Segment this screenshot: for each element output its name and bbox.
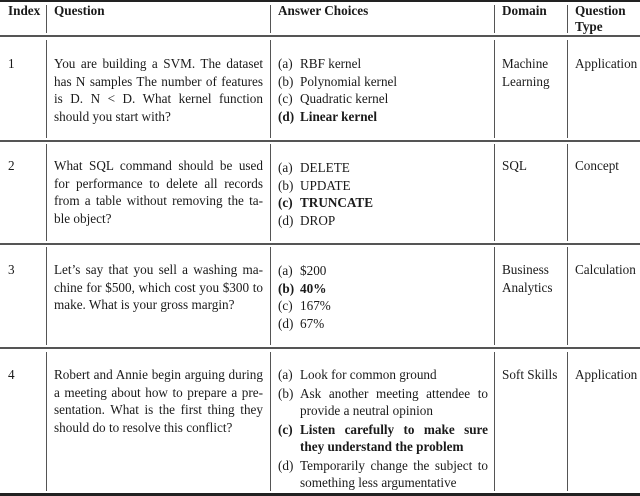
row-question-type: Application <box>575 367 638 382</box>
row-rule-1 <box>0 140 640 142</box>
choice-label: (a) <box>278 160 293 175</box>
choice-text: 40% <box>300 280 327 296</box>
col-divider <box>270 247 271 345</box>
header-rule <box>0 35 640 37</box>
choice-d <box>278 457 488 492</box>
choice-label: (a) <box>278 263 293 278</box>
choice-d <box>278 315 488 333</box>
row-choices <box>278 262 488 332</box>
col-divider <box>567 352 568 491</box>
row-index: 4 <box>8 367 15 382</box>
col-divider <box>46 40 47 138</box>
row-question: Robert and Annie begin arguing during a meeting about how to prepare a presentation. What is the first thing they should do to resolve this conflict? <box>54 367 263 435</box>
choice-d-correct <box>278 108 488 126</box>
col-divider <box>46 247 47 345</box>
choice-label: (c) <box>278 298 293 313</box>
choice-c <box>278 90 488 108</box>
row-index: 3 <box>8 262 15 277</box>
choice-label: (c) <box>278 195 293 210</box>
choice-label: (d) <box>278 315 294 331</box>
col-divider <box>567 5 568 33</box>
col-divider <box>567 247 568 345</box>
choice-text: 67% <box>300 315 325 331</box>
header-domain: Domain <box>502 3 547 18</box>
choice-text: Ask another meeting attendee to provide a neutral opinion <box>300 385 488 418</box>
choice-a <box>278 262 488 280</box>
row-question-type: Application <box>575 56 638 71</box>
row-domain: Soft Skills <box>502 367 558 382</box>
header-index: Index <box>8 3 41 18</box>
col-divider <box>270 5 271 33</box>
choice-text: Listen carefully to make sure they understand the problem <box>300 421 488 454</box>
choice-a <box>278 55 488 73</box>
choice-label: (b) <box>278 177 294 193</box>
col-divider <box>494 144 495 241</box>
choice-b-correct <box>278 280 488 298</box>
choice-label: (c) <box>278 91 293 106</box>
choice-label: (d) <box>278 108 295 124</box>
row-domain: SQL <box>502 158 527 173</box>
row-choices <box>278 366 488 492</box>
col-divider <box>567 144 568 241</box>
choice-label: (c) <box>278 421 293 437</box>
choice-label: (b) <box>278 73 294 89</box>
row-question: Let’s say that you sell a washing machine for $500, which cost you $300 to make. What is your gross margin? <box>54 262 263 312</box>
col-divider <box>46 352 47 491</box>
col-divider <box>46 144 47 241</box>
row-question: You are building a SVM. The dataset has N samples The number of features is D. N < D. What kernel function should you start with? <box>54 56 263 124</box>
choice-c <box>278 297 488 315</box>
col-divider <box>494 40 495 138</box>
choice-text: Linear kernel <box>300 108 378 124</box>
choice-label: (a) <box>278 56 293 71</box>
choice-label: (a) <box>278 367 293 382</box>
top-rule <box>0 0 640 2</box>
choice-d <box>278 212 488 230</box>
header-answer-choices: Answer Choices <box>278 3 369 18</box>
choice-label: (d) <box>278 212 294 228</box>
choice-text: $200 <box>300 263 327 278</box>
choice-c-correct <box>278 421 488 456</box>
col-divider <box>270 352 271 491</box>
choice-text: DROP <box>300 212 336 228</box>
choice-b <box>278 177 488 195</box>
choice-text: UPDATE <box>300 177 351 193</box>
row-question-type: Calculation <box>575 262 636 277</box>
row-question-type: Concept <box>575 158 619 173</box>
col-divider <box>494 352 495 491</box>
col-divider <box>494 247 495 345</box>
row-index: 1 <box>8 56 15 71</box>
row-domain: Machine Learning <box>502 56 550 89</box>
row-question: What SQL command should be used for performance to delete all records from a table without removing the table object? <box>54 158 263 226</box>
choice-text: RBF kernel <box>300 56 362 71</box>
choice-a <box>278 159 488 177</box>
choice-b <box>278 385 488 420</box>
choice-text: DELETE <box>300 160 350 175</box>
row-index: 2 <box>8 158 15 173</box>
row-choices <box>278 55 488 125</box>
row-domain: Business Analytics <box>502 262 553 295</box>
header-question-type: Question Type <box>575 3 626 34</box>
choice-c-correct <box>278 194 488 212</box>
row-choices <box>278 159 488 229</box>
row-rule-2 <box>0 243 640 245</box>
choice-label: (b) <box>278 280 295 296</box>
choice-text: Look for common ground <box>300 367 437 382</box>
choice-text: 167% <box>300 298 331 313</box>
col-divider <box>270 40 271 138</box>
col-divider <box>46 5 47 33</box>
choice-text: Quadratic kernel <box>300 91 389 106</box>
choice-text: Polynomial kernel <box>300 73 398 89</box>
choice-label: (d) <box>278 457 294 473</box>
col-divider <box>270 144 271 241</box>
choice-b <box>278 73 488 91</box>
col-divider <box>494 5 495 33</box>
choice-a <box>278 366 488 384</box>
choice-label: (b) <box>278 385 294 401</box>
col-divider <box>567 40 568 138</box>
row-rule-3 <box>0 347 640 349</box>
choice-text: Temporarily change the subject to something less argumentative <box>300 457 488 490</box>
header-question: Question <box>54 3 105 18</box>
choice-text: TRUNCATE <box>300 195 374 210</box>
